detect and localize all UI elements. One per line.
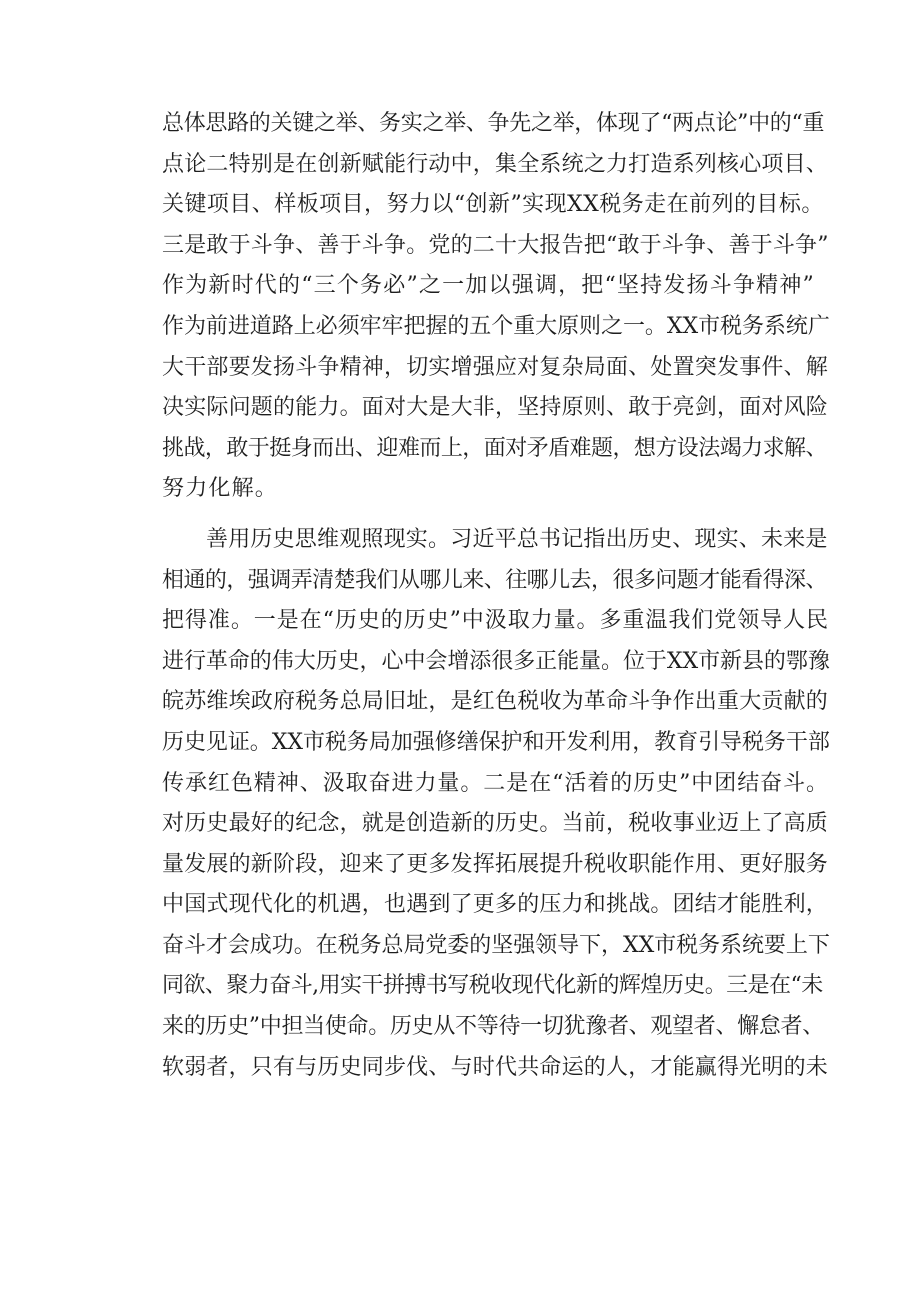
text-line: 挑战，敢于挺身而出、迎难而上，面对矛盾难题，想方设法竭力求解、 <box>162 435 827 461</box>
text-line: 决实际问题的能力。面对大是大非，坚持原则、敢于亮剑，面对风险 <box>162 395 829 421</box>
text-line: 大干部要发扬斗争精神，切实增强应对复杂局面、处置突发事件、解 <box>162 354 829 380</box>
text-line: 中国式现代化的机遇，也遇到了更多的压力和挑战。团结才能胜利， <box>162 892 829 918</box>
text-line: 历史见证。XX市税务局加强修缮保护和开发利用，教育引导税务干部 <box>162 729 830 755</box>
text-line: 量发展的新阶段，迎来了更多发挥拓展提升税收职能作用、更好服务 <box>162 851 829 877</box>
text-line: 把得准。一是在“历史的历史”中汲取力量。多重温我们党领导人民 <box>162 608 829 634</box>
text-line: 对历史最好的纪念，就是创造新的历史。当前，税收事业迈上了高质 <box>162 811 829 837</box>
text-line: 进行革命的伟大历史，心中会增添很多正能量。位于XX市新县的鄂豫 <box>162 648 830 674</box>
text-line: 来的历史”中担当使命。历史从不等待一切犹豫者、观望者、懈怠者、 <box>162 1014 824 1040</box>
text-line: 奋斗才会成功。在税务总局党委的坚强领导下，XX市税务系统要上下 <box>162 932 830 958</box>
text-line: 作为前进道路上必须牢牢把握的五个重大原则之一。XX市税务系统广 <box>162 313 830 339</box>
text-line: 软弱者，只有与历史同步伐、与时代共命运的人，才能赢得光明的未 <box>162 1054 829 1080</box>
text-line: 关键项目、样板项目，努力以“创新”实现XX税务走在前列的目标。 <box>162 192 824 218</box>
text-line: 三是敢于斗争、善于斗争。党的二十大报告把“敢于斗争、善于斗争” <box>162 232 829 258</box>
text-line: 善用历史思维观照现实。习近平总书记指出历史、现实、未来是 <box>206 526 828 552</box>
body-text <box>162 104 830 1088</box>
paragraph-gap <box>162 510 822 520</box>
text-line: 传承红色精神、汲取奋进力量。二是在“活着的历史”中团结奋斗。 <box>162 770 829 796</box>
paragraph-1 <box>162 104 830 510</box>
text-line: 相通的，强调弄清楚我们从哪儿来、往哪儿去，很多问题才能看得深、 <box>162 567 827 593</box>
text-line: 皖苏维埃政府税务总局旧址，是红色税收为革命斗争作出重大贡献的 <box>162 689 829 715</box>
text-line: 总体思路的关键之举、务实之举、争先之举，体现了“两点论”中的“重 <box>162 111 825 136</box>
text-line: 点论二特别是在创新赋能行动中，集全系统之力打造系列核心项目、 <box>162 151 829 177</box>
paragraph-2 <box>162 520 830 1088</box>
text-line: 作为新时代的“三个务必”之一加以强调，把“坚持发扬斗争精神” <box>162 273 815 299</box>
text-line: 同欲、聚力奋斗,用实干拼搏书写税收现代化新的辉煌历史。三是在“未 <box>162 973 823 999</box>
text-line: 努力化解。 <box>162 476 279 502</box>
